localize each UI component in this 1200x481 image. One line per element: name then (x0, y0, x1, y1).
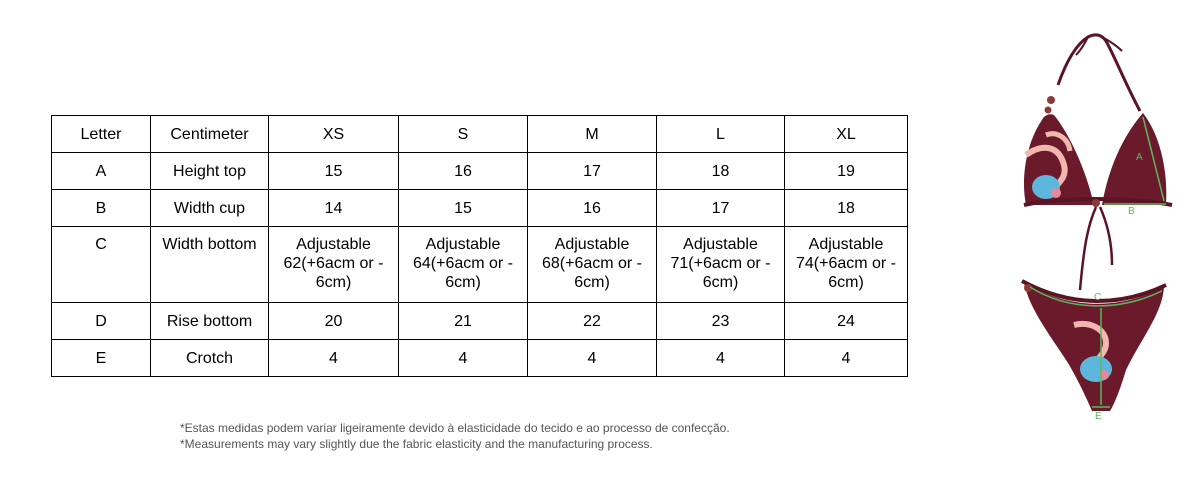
bead (1045, 107, 1052, 114)
cell-xs: 14 (269, 190, 399, 227)
cell-xl: 18 (785, 190, 908, 227)
cell-l: 4 (657, 340, 785, 377)
bikini-bottom-illustration (1022, 281, 1166, 422)
cell-xl: 4 (785, 340, 908, 377)
cell-m: 17 (528, 153, 657, 190)
cell-s: 16 (399, 153, 528, 190)
header-m: M (528, 116, 657, 153)
cell-xs (269, 227, 399, 303)
cell-line: 74(+6acm or - (795, 255, 897, 272)
label-b: B (1128, 206, 1135, 217)
cell-line: 6cm) (315, 274, 352, 291)
disclaimer-notes (180, 420, 730, 452)
note-portuguese: *Estas medidas podem variar ligeiramente devido à elasticidade do tecido e ao processo de confecção. (180, 421, 730, 435)
header-xs: XS (269, 116, 399, 153)
cell-l: 17 (657, 190, 785, 227)
note-english: *Measurements may vary slightly due the fabric elasticity and the manufacturing process. (180, 437, 653, 451)
size-chart-table (51, 115, 908, 377)
header-centimeter: Centimeter (151, 116, 269, 153)
cell-line: 64(+6acm or - (412, 255, 514, 272)
cell-l (657, 227, 785, 303)
bikini-measurement-diagram (1010, 25, 1190, 425)
header-xl: XL (785, 116, 908, 153)
cell-m (528, 227, 657, 303)
table-header-row (52, 116, 908, 153)
right-cup (1102, 113, 1166, 205)
cell-xs: 4 (269, 340, 399, 377)
cell-line: 6cm) (702, 274, 739, 291)
header-l: L (657, 116, 785, 153)
cell-line: 6cm) (445, 274, 481, 291)
cell-m: 16 (528, 190, 657, 227)
cell-xl: 19 (785, 153, 908, 190)
table-row (52, 153, 908, 190)
table-row (52, 303, 908, 340)
row-measure: Width bottom (151, 227, 269, 303)
bead (1092, 199, 1100, 207)
table-row (52, 340, 908, 377)
cell-line: 6cm) (574, 274, 610, 291)
bead (1047, 96, 1055, 104)
cell-line: 6cm) (828, 274, 864, 291)
cell-line: Adjustable (683, 236, 758, 253)
cell-line: Adjustable (425, 236, 501, 253)
header-letter: Letter (52, 116, 151, 153)
row-letter: C (52, 227, 151, 303)
cell-l: 23 (657, 303, 785, 340)
row-measure: Width cup (151, 190, 269, 227)
cell-xl: 24 (785, 303, 908, 340)
label-a: A (1136, 152, 1143, 163)
cell-l: 18 (657, 153, 785, 190)
cell-line: Adjustable (808, 236, 884, 253)
cell-m: 4 (528, 340, 657, 377)
row-measure: Height top (151, 153, 269, 190)
header-s: S (399, 116, 528, 153)
flower-center (1051, 188, 1061, 198)
cell-s: 4 (399, 340, 528, 377)
row-letter: A (52, 153, 151, 190)
row-letter: B (52, 190, 151, 227)
row-measure: Rise bottom (151, 303, 269, 340)
bikini-top-illustration (1024, 35, 1172, 290)
cell-m: 22 (528, 303, 657, 340)
cell-xs: 15 (269, 153, 399, 190)
cell-s (399, 227, 528, 303)
table-row (52, 227, 908, 303)
side-ties (1080, 207, 1112, 290)
label-c: C (1094, 292, 1102, 303)
label-e: E (1095, 411, 1102, 422)
cell-xl (785, 227, 908, 303)
cell-line: 68(+6acm or - (541, 255, 643, 272)
row-letter: D (52, 303, 151, 340)
row-measure: Crotch (151, 340, 269, 377)
cell-line: Adjustable (554, 236, 630, 253)
row-letter: E (52, 340, 151, 377)
cell-xs: 20 (269, 303, 399, 340)
cell-line: 71(+6acm or - (670, 255, 771, 272)
neck-strap (1058, 35, 1140, 111)
cell-line: 62(+6acm or - (283, 255, 384, 272)
cell-line: Adjustable (296, 236, 371, 253)
table-row (52, 190, 908, 227)
cell-s: 21 (399, 303, 528, 340)
cell-s: 15 (399, 190, 528, 227)
